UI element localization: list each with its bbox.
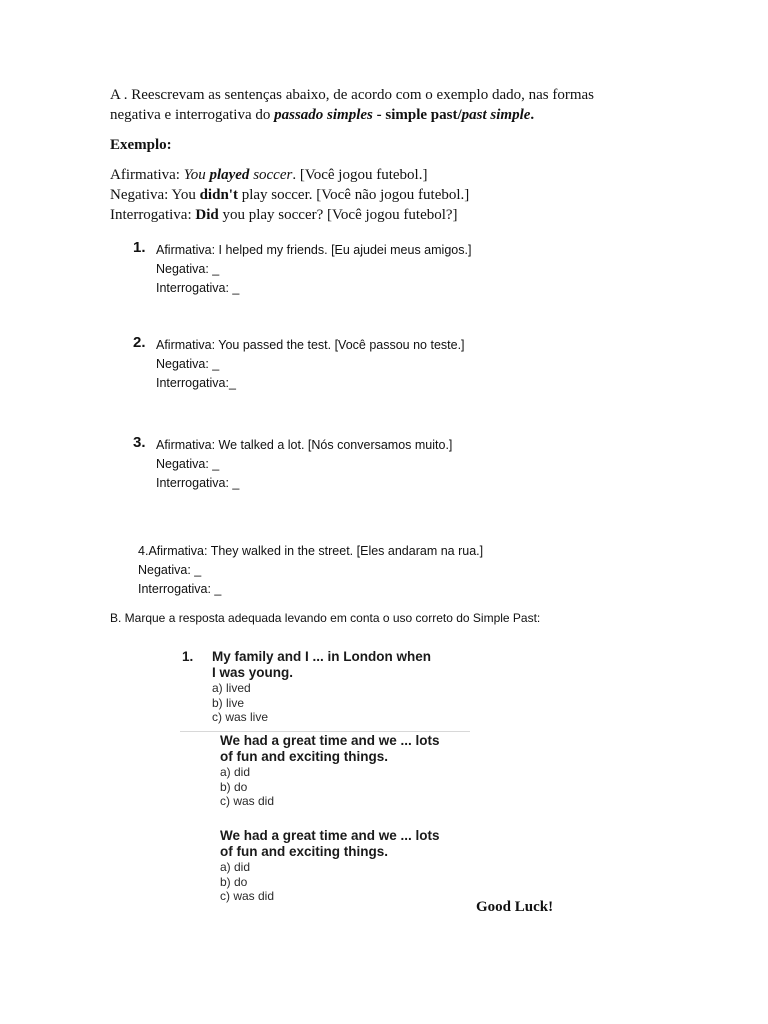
scanned-questions-image [180, 645, 480, 910]
example-translation: you play soccer? [Você jogou futebol?] [218, 207, 458, 223]
instruction-period: . [530, 107, 535, 123]
instruction-dash: - [372, 107, 386, 123]
answer-option: b) do [220, 874, 248, 889]
item-affirmative: Afirmativa: You passed the test. [Você passou no teste.] [156, 338, 465, 352]
item-negative-blank: Negativa: _ [156, 457, 220, 471]
item-number: 1. [133, 239, 146, 256]
answer-option: a) lived [212, 681, 251, 695]
answer-option: b) do [220, 779, 248, 794]
answer-option: a) did [220, 860, 251, 874]
answer-option: a) did [220, 765, 251, 779]
example-heading: Exemplo: [110, 137, 172, 153]
item-affirmative [138, 542, 483, 561]
item-interrogative-blank: Interrogativa:_ [156, 376, 236, 390]
answer-option: b) live [212, 695, 245, 710]
answer-option: c) was live [212, 710, 269, 724]
multiple-choice-question [220, 828, 440, 904]
item-interrogative-blank: Interrogativa: _ [156, 476, 240, 490]
question-text: I was young. [212, 665, 294, 680]
item-number: 2. [133, 334, 146, 351]
question-text: of fun and exciting things. [220, 844, 388, 859]
instruction-section-a [110, 85, 670, 125]
instruction-emphasis: passado simples [274, 107, 373, 123]
question-text: We had a great time and we ... lots [220, 733, 440, 748]
instruction-bold: simple past/ [385, 107, 462, 123]
instruction-line: A . Reescrevam as sentenças abaixo, de acordo com o exemplo dado, nas formas [110, 87, 594, 103]
answer-option: c) was did [220, 794, 275, 808]
example-verb: played [209, 167, 250, 183]
answer-option: c) was did [220, 889, 275, 903]
example-translation: . [Você jogou futebol.] [292, 167, 428, 183]
example-interrogative [110, 207, 458, 224]
item-affirmative-text: Afirmativa: They walked in the street. [Eles andaram na rua.] [148, 544, 484, 558]
question-text: My family and I ... in London when [212, 649, 432, 664]
instruction-bold-italic: past simple [461, 107, 531, 123]
example-subject: You [183, 167, 210, 183]
scan-divider [180, 731, 470, 732]
example-negative [110, 187, 469, 204]
example-object: soccer [249, 167, 293, 183]
item-affirmative: Afirmativa: I helped my friends. [Eu ajudei meus amigos.] [156, 243, 472, 257]
example-affirmative [110, 167, 427, 184]
example-translation: play soccer. [Você não jogou futebol.] [237, 187, 470, 203]
exercise-item [133, 434, 693, 494]
question-text: of fun and exciting things. [220, 749, 388, 764]
instruction-section-b: B. Marque a resposta adequada levando em conta o uso correto do Simple Past: [110, 611, 541, 625]
question-text: We had a great time and we ... lots [220, 828, 440, 843]
exercise-item [133, 239, 693, 299]
example-label: Interrogativa: [110, 207, 196, 223]
exercise-item [138, 542, 483, 599]
closing-message: Good Luck! [476, 899, 554, 915]
item-negative-blank: Negativa: _ [156, 262, 220, 276]
item-negative-blank: Negativa: _ [156, 357, 220, 371]
item-interrogative-blank: Interrogativa: _ [138, 582, 222, 596]
exercise-item [133, 334, 693, 394]
item-interrogative-blank: Interrogativa: _ [156, 281, 240, 295]
item-number: 3. [133, 434, 146, 451]
item-affirmative: Afirmativa: We talked a lot. [Nós conversamos muito.] [156, 438, 453, 452]
item-number: 4. [138, 544, 149, 558]
instruction-text: negativa e interrogativa do [110, 107, 275, 123]
example-auxiliary: didn't [199, 187, 238, 203]
example-label: Negativa: You [110, 187, 200, 203]
instruction-line [110, 105, 670, 125]
example-label: Afirmativa: [110, 167, 184, 183]
example-auxiliary: Did [195, 207, 219, 223]
item-negative-blank: Negativa: _ [138, 563, 202, 577]
multiple-choice-question [220, 733, 440, 809]
question-number: 1. [182, 649, 194, 664]
